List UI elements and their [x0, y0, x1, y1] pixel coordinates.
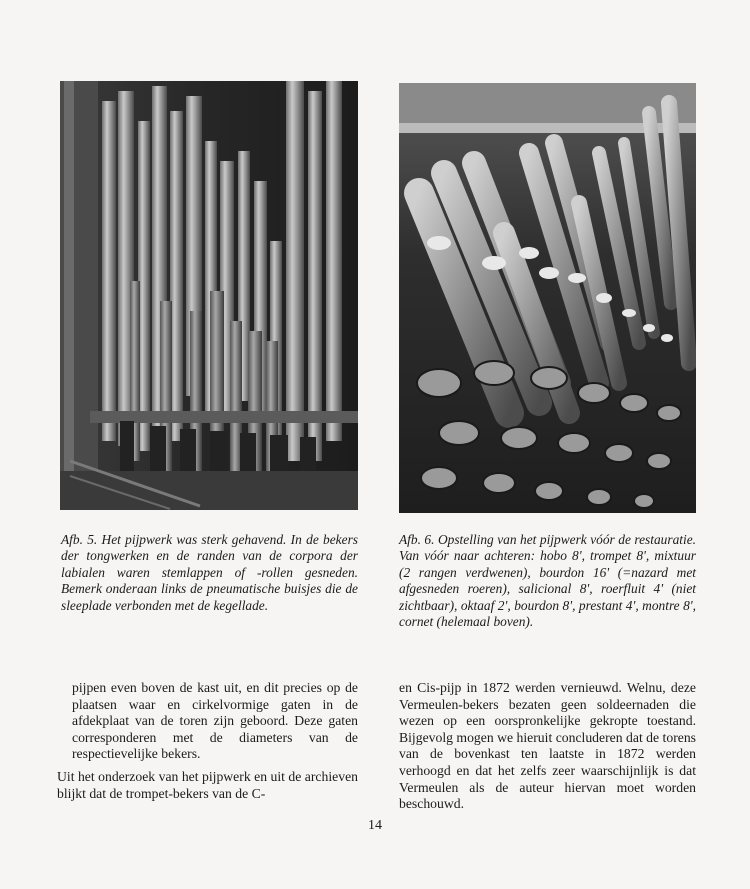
- body-paragraph: pijpen even boven de kast uit, en dit precies op de plaatsen waar en cirkelvormige gaten in de afdekplaat van de toren zijn geboord. Deze gaten corresponderen met de diameters van de respectievelijke bekers.: [72, 680, 358, 762]
- organ-pipes-photo-right: [399, 83, 696, 513]
- organ-pipes-illustration: [60, 81, 358, 510]
- figure-6-caption: Afb. 6. Opstelling van het pijpwerk vóór de restauratie. Van vóór naar achteren: hobo 8', trompet 8', mixtuur (2 rangen verdwenen), bourdon 16' (=nazard met afgesneden roeren), salicional 8', roerfluit 4' (niet zichtbaar), oktaaf 2', bourdon 8', prestant 4', montre 8', cornet (helemaal boven).: [399, 532, 696, 630]
- page-number: 14: [368, 818, 382, 833]
- body-paragraph: Uit het onderzoek van het pijpwerk en uit de archieven blijkt dat de trompet-bekers van de C-: [57, 769, 358, 801]
- figure-5-caption: Afb. 5. Het pijpwerk was sterk gehavend. In de bekers der tongwerken en de randen van de corpora der labialen waren stemlappen of -rollen gesneden. Bemerk onderaan links de pneumatische buisjes die de sleeplade verbonden met de kegellade.: [61, 532, 358, 613]
- body-paragraph: en Cis-pijp in 1872 werden vernieuwd. Welnu, deze Vermeulen-bekers bezaten geen soldeernaden die wezen op een oorspronkelijke gekropte toestand. Bijgevolg mogen we hieruit concluderen dat de torens van de bovenkast ten laatste in 1872 werden verhoogd en dat het zelfs zeer waarschijnlijk is dat Vermeulen als de auteur hiervan moet worden beschouwd.: [399, 680, 696, 812]
- organ-pipes-illustration: [399, 83, 696, 513]
- organ-pipes-photo-left: [60, 81, 358, 510]
